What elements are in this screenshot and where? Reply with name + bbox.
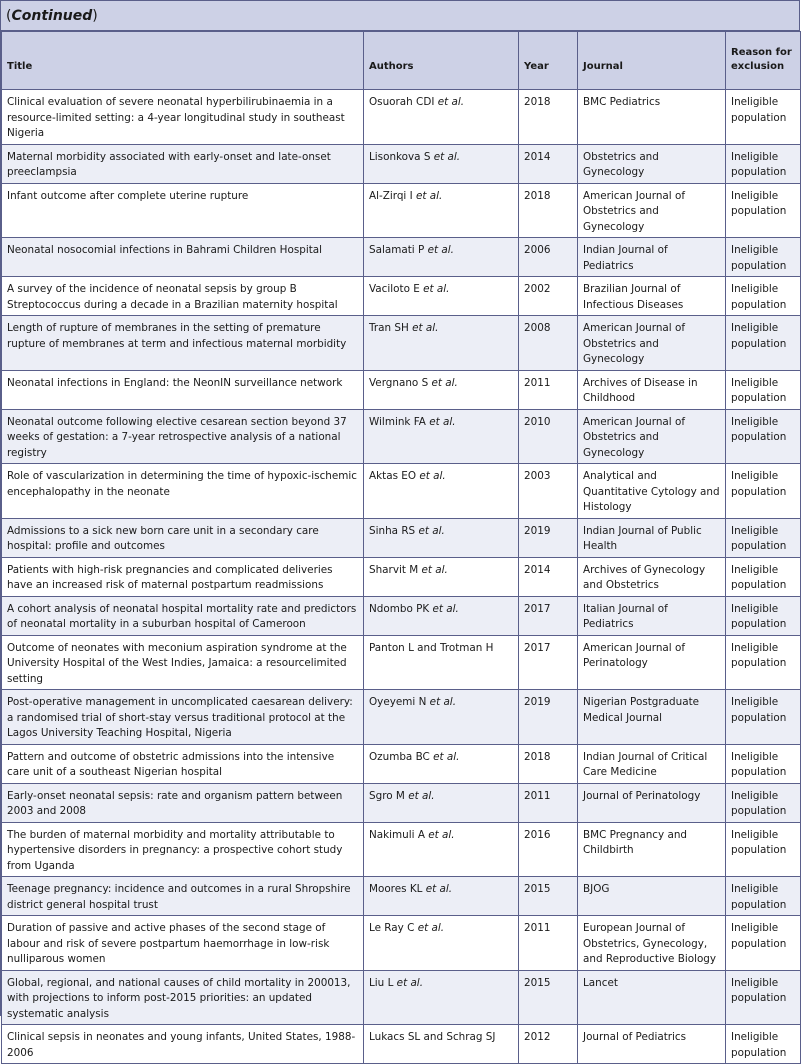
cell-year: 2015 [519,970,578,1025]
cell-title: A survey of the incidence of neonatal sepsis by group B Streptococcus during a decade in a Brazilian maternity hospital [2,277,364,316]
author-names: Aktas EO [369,470,417,482]
cell-authors [364,970,519,1025]
cell-journal: Journal of Perinatology [578,783,726,822]
cell-year: 2014 [519,144,578,183]
table-row [2,596,801,635]
cell-journal: European Journal of Obstetrics, Gynecology, and Reproductive Biology [578,916,726,971]
cell-title: Infant outcome after complete uterine rupture [2,183,364,238]
cell-authors [364,316,519,371]
author-names: Sgro M [369,789,405,802]
cell-reason: Ineligible population [726,744,801,783]
cell-authors [364,1025,519,1064]
cell-reason: Ineligible population [726,370,801,409]
cell-journal: American Journal of Obstetrics and Gynecology [578,409,726,464]
cell-authors [364,690,519,745]
cell-year: 2015 [519,877,578,916]
cell-journal: Italian Journal of Pediatrics [578,596,726,635]
cell-authors [364,744,519,783]
cell-year: 2019 [519,518,578,557]
table-row [2,822,801,877]
cell-authors [364,183,519,238]
cell-reason: Ineligible population [726,277,801,316]
cell-reason: Ineligible population [726,144,801,183]
cell-journal: Obstetrics and Gynecology [578,144,726,183]
cell-title: Early-onset neonatal sepsis: rate and organism pattern between 2003 and 2008 [2,783,364,822]
cell-journal: American Journal of Obstetrics and Gynecology [578,316,726,371]
cell-year: 2018 [519,90,578,145]
cell-year: 2018 [519,744,578,783]
author-etal: et al. [432,602,459,615]
table-row [2,783,801,822]
author-etal: et al. [417,922,445,934]
cell-journal: American Journal of Perinatology [578,635,726,690]
cell-reason: Ineligible population [726,690,801,745]
author-names: Vergnano S [369,376,429,389]
author-names: Ozumba BC [369,750,430,763]
cell-title: Clinical sepsis in neonates and young infants, United States, 1988-2006 [2,1025,364,1064]
cell-reason: Ineligible population [726,183,801,238]
cell-year: 2008 [519,316,578,371]
table-row [2,1025,801,1064]
cell-authors [364,90,519,145]
cell-authors [364,877,519,916]
table-row [2,970,801,1025]
cell-authors [364,822,519,877]
cell-title: Admissions to a sick new born care unit in a secondary care hospital: profile and outcomes [2,518,364,557]
cell-year: 2017 [519,635,578,690]
cell-journal: Nigerian Postgraduate Medical Journal [578,690,726,745]
table-row [2,690,801,745]
table-row [2,316,801,371]
cell-title: Global, regional, and national causes of child mortality in 200013, with projections to inform post-2015 priorities: an updated systematic analysis [2,970,364,1025]
author-etal: et al. [431,376,458,389]
col-header-title: Title [2,32,364,90]
cell-journal: Indian Journal of Critical Care Medicine [578,744,726,783]
table-row [2,370,801,409]
cell-authors [364,596,519,635]
author-etal: et al. [429,696,456,708]
cell-title: Outcome of neonates with meconium aspiration syndrome at the University Hospital of the West Indies, Jamaica: a resourcelimited setting [2,635,364,690]
author-etal: et al. [433,750,460,763]
cell-authors [364,370,519,409]
cell-authors [364,783,519,822]
cell-title: Teenage pregnancy: incidence and outcomes in a rural Shropshire district general hospital trust [2,877,364,916]
cell-journal: BJOG [578,877,726,916]
cell-reason: Ineligible population [726,596,801,635]
cell-journal: Archives of Disease in Childhood [578,370,726,409]
table-row [2,635,801,690]
author-names: Al-Zirqi I [369,189,413,202]
table-row [2,183,801,238]
author-names: Sharvit M [369,563,419,576]
cell-reason: Ineligible population [726,316,801,371]
author-names: Lisonkova S [369,150,431,163]
cell-authors [364,144,519,183]
cell-year: 2011 [519,370,578,409]
cell-title: Patients with high-risk pregnancies and complicated deliveries have an increased risk of maternal postpartum readmissions [2,557,364,596]
cell-reason: Ineligible population [726,518,801,557]
cell-year: 2010 [519,409,578,464]
cell-reason: Ineligible population [726,90,801,145]
author-etal: et al. [416,189,443,202]
cell-reason: Ineligible population [726,1025,801,1064]
cell-journal: Indian Journal of Pediatrics [578,238,726,277]
cell-reason: Ineligible population [726,916,801,971]
cell-title: A cohort analysis of neonatal hospital mortality rate and predictors of neonatal mortality in a suburban hospital of Cameroon [2,596,364,635]
cell-year: 2017 [519,596,578,635]
cell-journal: American Journal of Obstetrics and Gynecology [578,183,726,238]
continued-banner [1,0,799,31]
col-header-journal: Journal [578,32,726,90]
table-row [2,277,801,316]
cell-journal: Brazilian Journal of Infectious Diseases [578,277,726,316]
cell-title: Neonatal outcome following elective cesarean section beyond 37 weeks of gestation: a 7-year retrospective analysis of a national registry [2,409,364,464]
cell-reason: Ineligible population [726,635,801,690]
author-etal: et al. [433,150,461,163]
cell-year: 2016 [519,822,578,877]
cell-title: Role of vascularization in determining the time of hypoxic-ischemic encephalopathy in the neonate [2,464,364,519]
table-row [2,464,801,519]
table-row [2,916,801,971]
author-names: Wilmink FA [369,415,426,428]
author-names: Sinha RS [369,524,416,537]
cell-title: Clinical evaluation of severe neonatal hyperbilirubinaemia in a resource-limited setting: a 4-year longitudinal study in southeast Nigeria [2,90,364,145]
cell-year: 2002 [519,277,578,316]
author-names: Lukacs SL and Schrag SJ [369,1031,496,1043]
table-row [2,238,801,277]
cell-journal: BMC Pregnancy and Childbirth [578,822,726,877]
cell-year: 2014 [519,557,578,596]
table-body [2,90,801,1064]
cell-title: Post-operative management in uncomplicated caesarean delivery: a randomised trial of short-stay versus traditional protocol at the Lagos University Teaching Hospital, Nigeria [2,690,364,745]
cell-authors [364,635,519,690]
author-names: Osuorah CDI [369,96,435,108]
table-row [2,144,801,183]
cell-title: Duration of passive and active phases of the second stage of labour and risk of severe postpartum haemorrhage in low-risk nulliparous women [2,916,364,971]
cell-authors [364,464,519,519]
author-etal: et al. [427,244,454,256]
author-names: Panton L and Trotman H [369,641,494,654]
cell-title: Maternal morbidity associated with early-onset and late-onset preeclampsia [2,144,364,183]
cell-year: 2003 [519,464,578,519]
cell-reason: Ineligible population [726,970,801,1025]
author-etal: et al. [437,96,465,108]
cell-authors [364,238,519,277]
table-row [2,877,801,916]
author-names: Le Ray C [369,922,415,934]
cell-journal: BMC Pediatrics [578,90,726,145]
table-row [2,744,801,783]
cell-year: 2012 [519,1025,578,1064]
author-names: Ndombo PK [369,602,430,615]
cell-journal: Indian Journal of Public Health [578,518,726,557]
cell-reason: Ineligible population [726,464,801,519]
author-etal: et al. [421,563,448,576]
cell-title: Length of rupture of membranes in the setting of premature rupture of membranes at term and infectious maternal morbidity [2,316,364,371]
continued-label: Continued [11,8,93,24]
table-header-row [2,32,801,90]
author-etal: et al. [418,524,445,537]
cell-title: Neonatal nosocomial infections in Bahrami Children Hospital [2,238,364,277]
author-names: Liu L [369,976,394,989]
author-names: Oyeyemi N [369,696,427,708]
table-row [2,518,801,557]
cell-authors [364,409,519,464]
table-row [2,90,801,145]
cell-reason: Ineligible population [726,409,801,464]
cell-year: 2011 [519,916,578,971]
author-etal: et al. [429,415,456,428]
cell-year: 2006 [519,238,578,277]
cell-reason: Ineligible population [726,822,801,877]
author-etal: et al. [396,976,423,989]
cell-reason: Ineligible population [726,557,801,596]
cell-journal: Lancet [578,970,726,1025]
author-names: Vaciloto E [369,283,420,295]
cell-authors [364,277,519,316]
author-etal: et al. [412,322,439,334]
cell-authors [364,518,519,557]
author-etal: et al. [425,883,453,895]
author-names: Tran SH [369,322,409,334]
cell-year: 2019 [519,690,578,745]
author-names: Nakimuli A [369,828,425,841]
open-paren: ( [6,8,12,24]
col-header-reason: Reason for exclusion [726,32,801,90]
cell-year: 2011 [519,783,578,822]
cell-journal: Archives of Gynecology and Obstetrics [578,557,726,596]
author-etal: et al. [419,470,446,482]
cell-reason: Ineligible population [726,238,801,277]
author-names: Moores KL [369,883,423,895]
cell-title: Neonatal infections in England: the NeonIN surveillance network [2,370,364,409]
cell-authors [364,916,519,971]
close-paren: ) [92,8,98,24]
cell-title: Pattern and outcome of obstetric admissions into the intensive care unit of a southeast Nigerian hospital [2,744,364,783]
cell-authors [364,557,519,596]
cell-journal: Analytical and Quantitative Cytology and Histology [578,464,726,519]
author-names: Salamati P [369,244,425,256]
exclusion-table [1,31,801,1064]
table-row [2,557,801,596]
table-row [2,409,801,464]
col-header-year: Year [519,32,578,90]
cell-journal: Journal of Pediatrics [578,1025,726,1064]
author-etal: et al. [423,283,450,295]
cell-title: The burden of maternal morbidity and mortality attributable to hypertensive disorders in pregnancy: a prospective cohort study from Uganda [2,822,364,877]
author-etal: et al. [428,828,455,841]
author-etal: et al. [408,789,435,802]
cell-reason: Ineligible population [726,877,801,916]
cell-year: 2018 [519,183,578,238]
cell-reason: Ineligible population [726,783,801,822]
col-header-authors: Authors [364,32,519,90]
